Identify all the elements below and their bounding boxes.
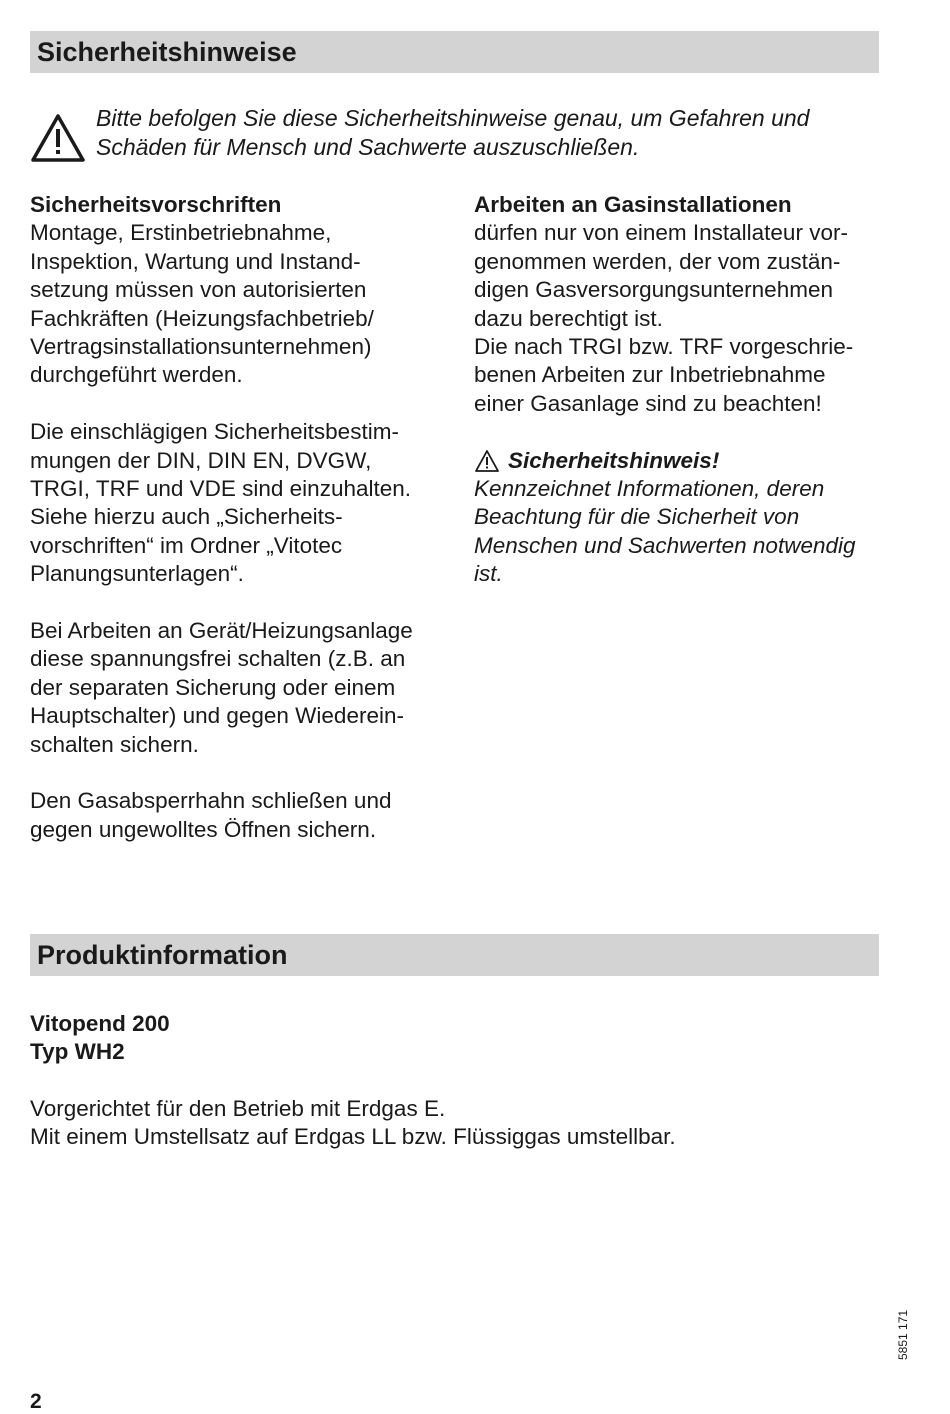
document-number: 5851 171 — [896, 1309, 910, 1360]
left-column — [30, 191, 460, 844]
paragraph-gas-valve: Den Gasabsperrhahn schließen und gegen ungewolltes Öffnen sichern. — [30, 788, 392, 842]
section-title: Produktinformation — [37, 940, 288, 970]
safety-note-text: Kennzeichnet Informationen, deren Beachtung für die Sicherheit von Menschen und Sachwerten notwendig ist. — [474, 476, 856, 587]
page-number: 2 — [30, 1390, 42, 1413]
section-title: Sicherheitshinweise — [37, 37, 297, 67]
section-header-product — [30, 934, 879, 976]
paragraph-installation: Montage, Erstinbetriebnahme, Inspektion, Wartung und Instand- setzung müssen von autorisierten Fachkräften (Heizungsfachbetrieb/ Vertragsinstallationsunternehmen) durchgeführt werden. — [30, 220, 374, 388]
right-column — [474, 191, 894, 589]
heading-gas-installations: Arbeiten an Gasinstallationen — [474, 192, 792, 217]
paragraph-regulations: Die einschlägigen Sicherheitsbestim- mungen der DIN, DIN EN, DVGW, TRGI, TRF und VDE sind einzuhalten. Siehe hierzu auch „Sicherheits- vorschriften“ im Ordner „Vitotec Planungsunterlagen“. — [30, 419, 412, 587]
heading-safety-regulations: Sicherheitsvorschriften — [30, 192, 282, 217]
paragraph-gas-installations: dürfen nur von einem Installateur vor- genommen werden, der vom zustän- digen Gasversorgungsunternehmen dazu berechtigt ist. Die nach TRGI bzw. TRF vorgeschrie- benen Arbeiten zur Inbetriebnahme einer Gasanlage sind zu beachten! — [474, 220, 854, 416]
product-model: Vitopend 200 Typ WH2 — [30, 1011, 170, 1065]
section-header-safety — [30, 31, 879, 73]
warning-triangle-icon — [30, 112, 86, 164]
product-description: Vorgerichtet für den Betrieb mit Erdgas E. Mit einem Umstellsatz auf Erdgas LL bzw. Flüssiggas umstellbar. — [30, 1095, 676, 1150]
intro-text: Bitte befolgen Sie diese Sicherheitshinweise genau, um Gefahren und Schäden für Mensch und Sachwerte auszuschließen. — [96, 105, 810, 160]
safety-note-heading — [474, 447, 894, 475]
paragraph-power-off: Bei Arbeiten an Gerät/Heizungsanlage diese spannungsfrei schalten (z.B. an der separaten Sicherung oder einem Hauptschalter) und gegen Wiederein- schalten sichern. — [30, 618, 413, 757]
product-info — [30, 1010, 676, 1152]
warning-triangle-icon — [474, 449, 500, 473]
safety-note-label: Sicherheitshinweis! — [508, 447, 720, 473]
